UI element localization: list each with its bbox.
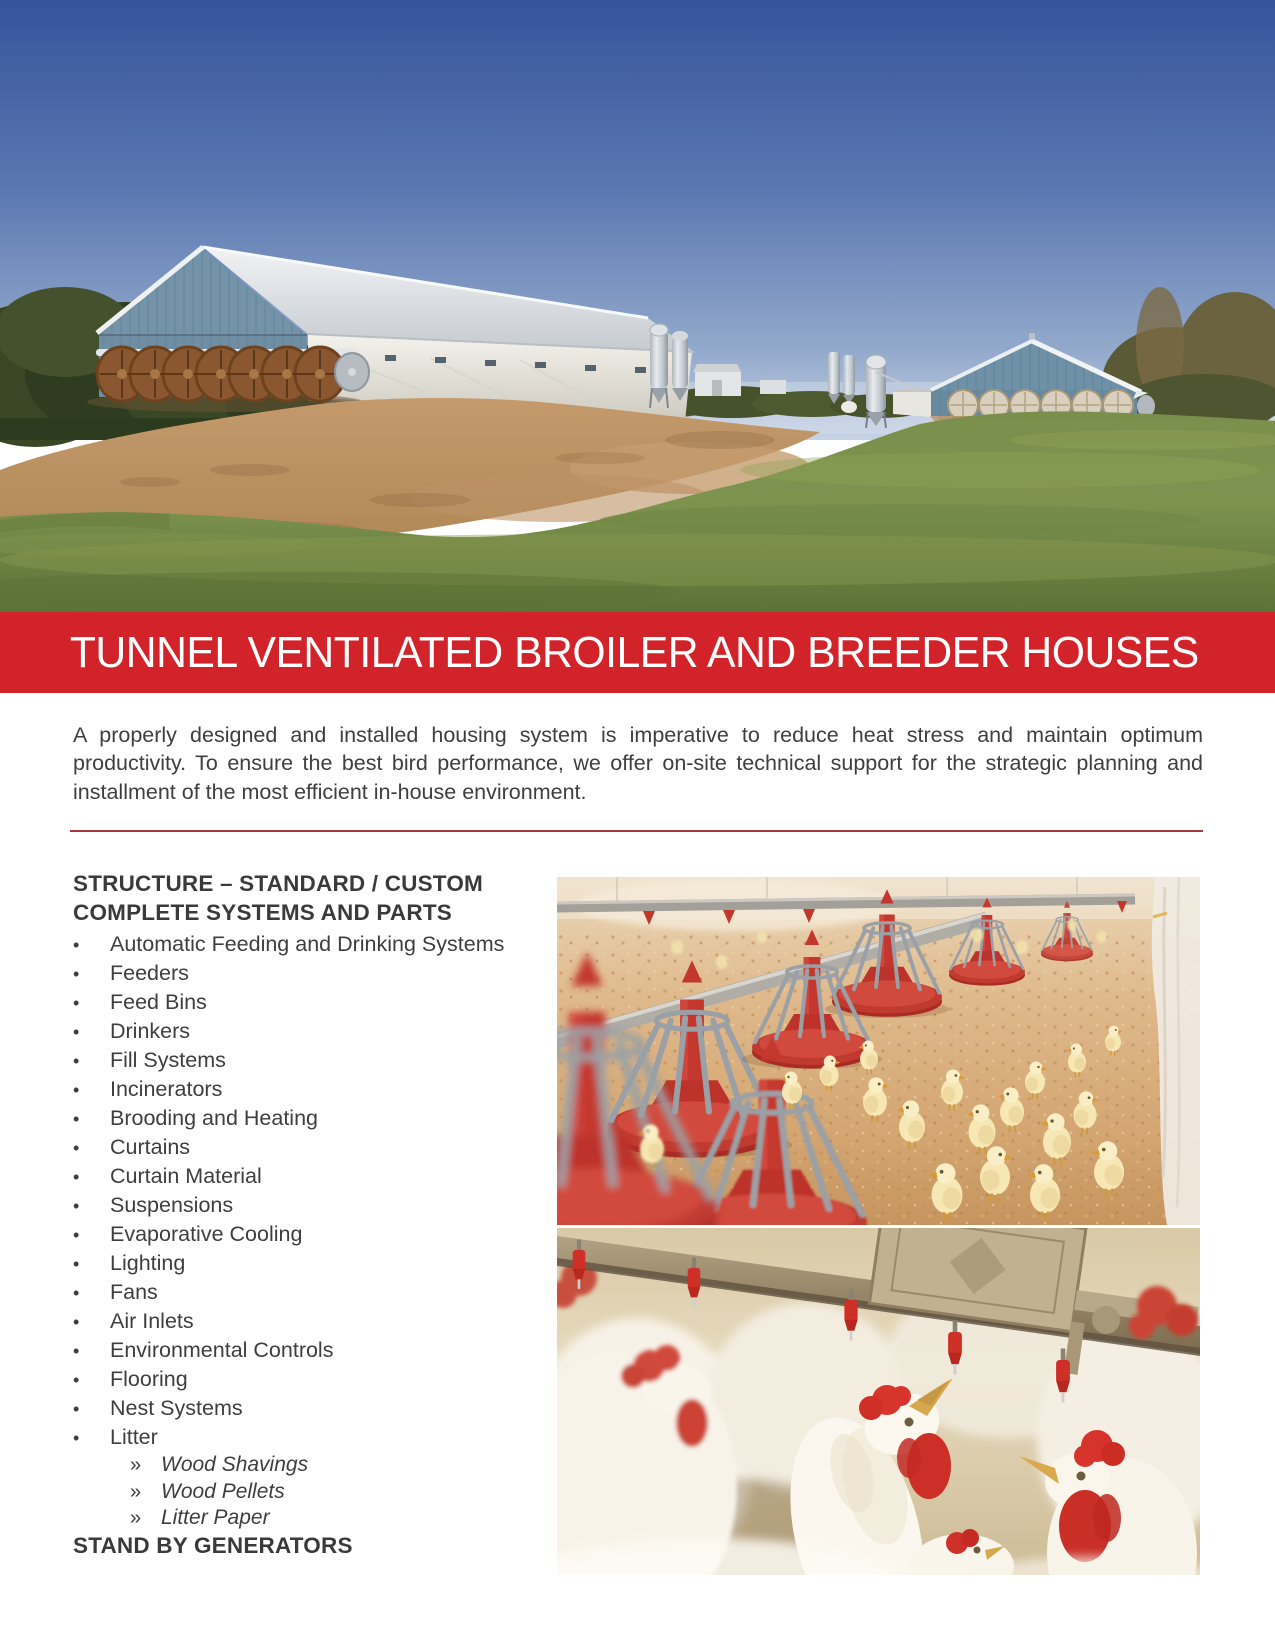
litter-sub-list [130,1452,550,1532]
list-item [73,988,553,1017]
item-label: Flooring [110,1367,188,1391]
section-heading-line2: COMPLETE SYSTEMS AND PARTS [73,900,452,925]
photo-chicks-feeders [557,877,1200,1225]
chicks-feeders-scene [557,877,1200,1225]
list-item [73,1365,553,1394]
sub-bullet-marker: » [130,1480,142,1503]
list-item [73,1017,553,1046]
bullet-marker: • [73,1225,80,1245]
item-label: Fans [110,1280,158,1304]
list-item [73,1191,553,1220]
list-item [73,1220,553,1249]
list-item [73,1075,553,1104]
item-label: Air Inlets [110,1309,194,1333]
sub-item-label: Litter Paper [161,1506,270,1529]
photo-hens-drinkers [557,1228,1200,1575]
list-item [73,959,553,988]
item-label: Feed Bins [110,990,207,1014]
bullet-marker: • [73,1022,80,1042]
bullet-marker: • [73,1167,80,1187]
standby-generators-label: STAND BY GENERATORS [73,1533,353,1558]
list-item [73,1336,553,1365]
sub-list-item [130,1452,550,1479]
item-label: Automatic Feeding and Drinking Systems [110,932,505,956]
list-item [73,1278,553,1307]
item-label: Suspensions [110,1193,234,1217]
item-label: Fill Systems [110,1048,226,1072]
section-heading-line1: STRUCTURE – STANDARD / CUSTOM [73,871,483,896]
list-item [73,1133,553,1162]
bullet-marker: • [73,1428,80,1448]
bullet-marker: • [73,1341,80,1361]
page-title: TUNNEL VENTILATED BROILER AND BREEDER HOUSES [69,627,1199,677]
bullet-marker: • [73,1196,80,1216]
sub-bullet-marker: » [130,1507,142,1529]
item-label: Lighting [110,1251,186,1275]
sub-item-label: Wood Pellets [161,1479,285,1503]
sub-bullet-marker: » [130,1454,142,1476]
sub-item-label: Wood Shavings [161,1453,309,1476]
title-banner [0,612,1275,693]
bullet-marker: • [73,1399,80,1419]
item-label: Evaporative Cooling [110,1222,303,1246]
bullet-marker: • [73,1080,80,1100]
hero-photo-poultry-houses [0,0,1275,612]
section-heading [73,869,543,927]
hero-farm-scene [0,0,1275,612]
intro-paragraph: A properly designed and installed housing system is imperative to reduce heat stress and maintain optimum productivity. To ensure the best bird performance, we offer on-site technical support for the strategic planning and installment of the most efficient in-house environment. [73,722,1203,804]
bullet-marker: • [73,1254,80,1274]
bullet-marker: • [73,993,80,1013]
item-label: Litter [110,1425,158,1449]
bullet-marker: • [73,964,80,984]
bullet-marker: • [73,1051,80,1071]
bullet-marker: • [73,1370,80,1390]
item-label: Environmental Controls [110,1338,334,1362]
item-label: Brooding and Heating [110,1106,318,1130]
list-item [73,1104,553,1133]
item-label: Curtains [110,1135,191,1159]
list-item [73,1423,553,1452]
list-item [73,1162,553,1191]
item-label: Feeders [110,961,189,985]
item-label: Drinkers [110,1019,191,1043]
bullet-marker: • [73,1138,80,1158]
sub-list-item [130,1505,550,1532]
list-item [73,1046,553,1075]
section-divider [70,830,1203,832]
parts-list [73,930,553,1452]
list-item [73,1249,553,1278]
bullet-marker: • [73,1283,80,1303]
item-label: Curtain Material [110,1164,262,1188]
bullet-marker: • [73,1109,80,1129]
list-item [73,1307,553,1336]
bullet-marker: • [73,935,80,955]
list-item [73,1394,553,1423]
sub-list-item [130,1479,550,1506]
bullet-marker: • [73,1312,80,1332]
left-barn-fans [87,347,369,412]
hens-drinkers-scene [557,1228,1200,1575]
item-label: Nest Systems [110,1396,243,1420]
item-label: Incinerators [110,1077,223,1101]
list-item [73,930,553,959]
